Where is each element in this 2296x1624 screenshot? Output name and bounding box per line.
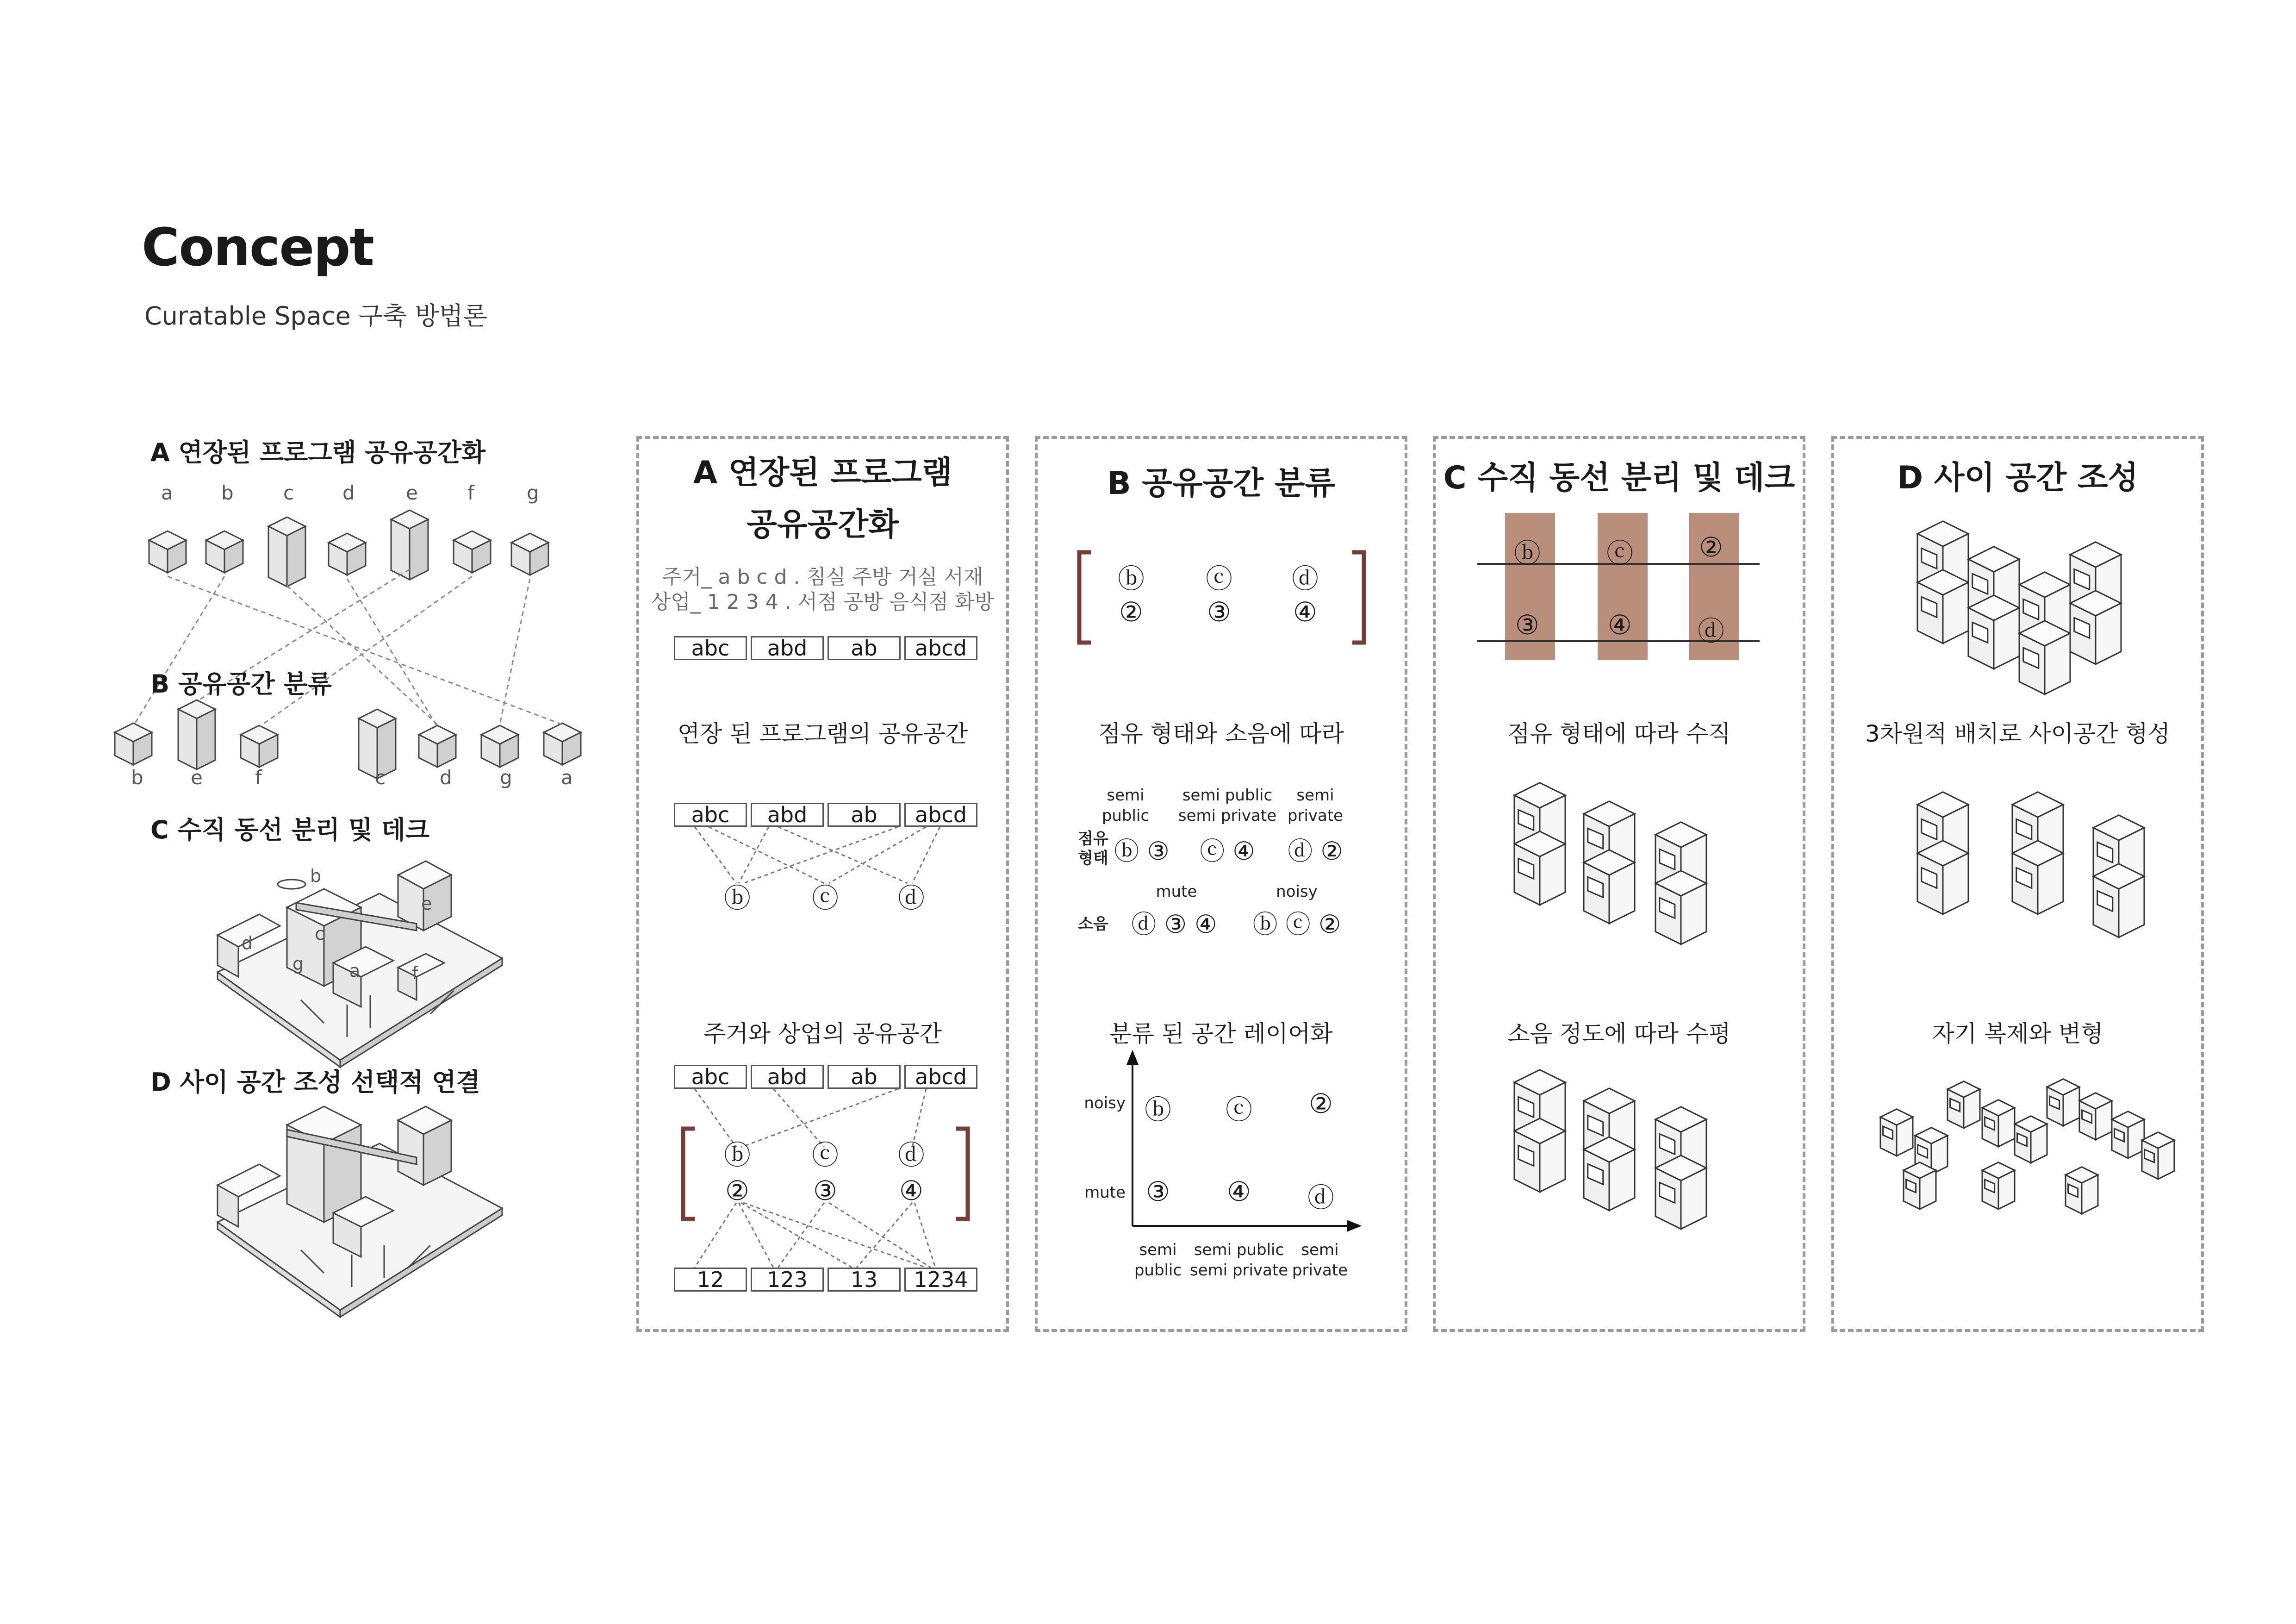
program-box: ab [828, 1065, 901, 1089]
matrix-bottom-3: ③ [813, 1175, 837, 1206]
program-box: ab [828, 803, 901, 827]
module-cube [2015, 1116, 2047, 1163]
page-title: Concept [142, 218, 373, 278]
program-box: abd [751, 803, 824, 827]
iso-letter-c: c [315, 924, 324, 944]
iso-letter-d: d [242, 933, 253, 953]
panel-a [636, 436, 1009, 1332]
c-bottom-3: ③ [1515, 609, 1539, 641]
occ-value-1: ⓑ ③ [1114, 837, 1170, 866]
grid-bottom-1: ③ [1146, 1176, 1170, 1207]
letter-b2: b [131, 766, 143, 789]
c-top-2: ② [1699, 531, 1723, 563]
iso-letter-g: g [292, 954, 304, 974]
program-box: ab [828, 636, 901, 660]
panel-b-title: B 공유공간 분류 [1107, 465, 1336, 502]
iso-letter-a: a [349, 961, 361, 981]
panel-a-box-row-4 [674, 1268, 977, 1292]
b-matrix-bottom-4: ④ [1293, 596, 1317, 628]
circle-b: ⓑ [723, 882, 751, 914]
grid-top-3: ② [1309, 1088, 1333, 1119]
letter-g: g [527, 481, 539, 504]
grid-bottom-2: ④ [1227, 1176, 1251, 1207]
letter-a2: a [561, 766, 573, 789]
module-cube [1948, 1081, 1980, 1128]
b-matrix-top-b: ⓑ [1117, 563, 1145, 594]
grid-top-2: ⓒ [1225, 1094, 1252, 1125]
commerce-box: 12 [674, 1268, 747, 1292]
horizontal-module-row [1436, 439, 1808, 1335]
x-label-3: semi private [1292, 1241, 1348, 1280]
program-box: abcd [904, 803, 977, 827]
module-cube [1514, 1118, 1565, 1192]
commerce-box: 13 [828, 1268, 901, 1292]
program-box: abd [751, 1065, 824, 1089]
b-matrix-top-d: ⓓ [1291, 563, 1319, 594]
circle-d: ⓓ [897, 882, 925, 914]
panel-a-caption-1: 연장 된 프로그램의 공유공간 [677, 720, 968, 747]
grid-top-1: ⓑ [1144, 1094, 1171, 1125]
module-cube [1584, 1137, 1635, 1211]
module-cube [2112, 1112, 2144, 1158]
panel-a-title-line2: 공유공간화 [747, 506, 899, 543]
panel-b-caption-1: 점유 형태와 소음에 따라 [1098, 720, 1344, 747]
c-bottom-4: ④ [1608, 609, 1632, 641]
b-matrix-top-c: ⓒ [1205, 563, 1232, 594]
left-section-b-title: B 공유공간 분류 [150, 669, 332, 699]
circle-c: ⓒ [811, 882, 839, 914]
letter-e: e [406, 481, 418, 504]
panel-c-caption-2: 소음 정도에 따라 수평 [1507, 1020, 1731, 1047]
b-matrix-bottom-2: ② [1119, 596, 1143, 628]
y-label-noisy: noisy [1084, 1094, 1126, 1112]
letter-e2: e [191, 766, 203, 789]
module-cube [1904, 1162, 1936, 1209]
c-top-b: ⓑ [1513, 537, 1541, 569]
panel-c-title: C 수직 동선 분리 및 데크 [1443, 460, 1795, 496]
panel-b-caption-2: 분류 된 공간 레이어화 [1109, 1020, 1333, 1047]
panel-b [1035, 436, 1407, 1332]
panel-c [1433, 436, 1805, 1332]
c-bottom-d: ⓓ [1697, 615, 1724, 647]
commerce-box: 123 [751, 1268, 824, 1292]
noise-header-noisy: noisy [1276, 882, 1318, 901]
letter-a: a [161, 481, 173, 504]
iso-letter-f: f [412, 963, 418, 983]
letter-d: d [342, 481, 355, 504]
matrix-top-c: ⓒ [811, 1139, 839, 1171]
noise-value-mute: ⓓ ③ ④ [1131, 910, 1217, 939]
occ-header-2: semi public semi private [1178, 786, 1277, 825]
letter-c: c [283, 481, 294, 504]
letter-f: f [467, 481, 474, 504]
occ-header-3: semi private [1287, 786, 1344, 825]
occ-row-label: 점유 형태 [1078, 830, 1108, 868]
panel-a-note-1: 주거_ a b c d . 침실 주방 거실 서재 [662, 565, 983, 589]
x-label-1: semi public [1134, 1241, 1182, 1280]
program-box: abcd [904, 636, 977, 660]
module-cube [1655, 1156, 1706, 1229]
letter-g2: g [500, 766, 512, 789]
occ-value-2: ⓒ ④ [1200, 837, 1255, 866]
program-box: abc [674, 1065, 747, 1089]
left-section-d-title: D 사이 공간 조성 선택적 연결 [150, 1068, 480, 1097]
occ-value-3: ⓓ ② [1288, 837, 1343, 866]
letter-c2: c [375, 766, 386, 789]
program-box: abc [674, 803, 747, 827]
letter-f2: f [255, 766, 262, 789]
iso-letter-e: e [421, 893, 432, 914]
module-cube [1982, 1100, 2015, 1147]
panel-a-title-line1: A 연장된 프로그램 [693, 455, 952, 491]
panel-d-caption-2: 자기 복제와 변형 [1932, 1020, 2103, 1047]
panel-c-caption-1: 점유 형태에 따라 수직 [1507, 720, 1731, 747]
left-section-c-title: C 수직 동선 분리 및 데크 [150, 815, 430, 844]
matrix-bottom-4: ④ [899, 1175, 923, 1206]
panel-d [1831, 436, 2204, 1332]
b-matrix-bottom-3: ③ [1207, 596, 1231, 628]
panel-a-caption-2: 주거와 상업의 공유공간 [703, 1020, 942, 1047]
c-top-c: ⓒ [1606, 537, 1633, 569]
noise-value-noisy: ⓑ ⓒ ② [1252, 910, 1341, 939]
module-cube [2142, 1132, 2174, 1179]
module-cube [2079, 1093, 2112, 1140]
panel-d-title: D 사이 공간 조성 [1897, 460, 2139, 496]
letter-b: b [221, 481, 234, 504]
y-label-mute: mute [1084, 1183, 1126, 1202]
matrix-top-b: ⓑ [723, 1139, 751, 1171]
matrix-bottom-2: ② [725, 1175, 749, 1206]
module-cube [2066, 1167, 2098, 1214]
x-label-2: semi public semi private [1189, 1241, 1288, 1280]
module-cube [1982, 1162, 2015, 1209]
program-box: abd [751, 636, 824, 660]
occ-header-1: semi public [1101, 786, 1150, 825]
panel-d-caption-1: 3차원적 배치로 사이공간 형성 [1865, 720, 2171, 747]
page-subtitle: Curatable Space 구축 방법론 [144, 301, 487, 331]
letter-d2: d [440, 766, 452, 789]
panel-a-note-2: 상업_ 1 2 3 4 . 서점 공방 음식점 화방 [651, 590, 995, 614]
module-cube [1880, 1109, 1913, 1156]
program-box: abc [674, 636, 747, 660]
module-cube [2047, 1079, 2079, 1126]
program-box: abcd [904, 1065, 977, 1089]
noise-row-label: 소음 [1078, 915, 1108, 933]
noise-header-mute: mute [1156, 882, 1197, 901]
grid-bottom-3: ⓓ [1307, 1182, 1334, 1213]
left-section-a-title: A 연장된 프로그램 공유공간화 [150, 438, 486, 467]
iso-letter-b: b [310, 866, 322, 886]
matrix-top-d: ⓓ [897, 1139, 925, 1171]
commerce-box: 1234 [904, 1268, 977, 1292]
replication-modules [1834, 439, 2207, 1335]
